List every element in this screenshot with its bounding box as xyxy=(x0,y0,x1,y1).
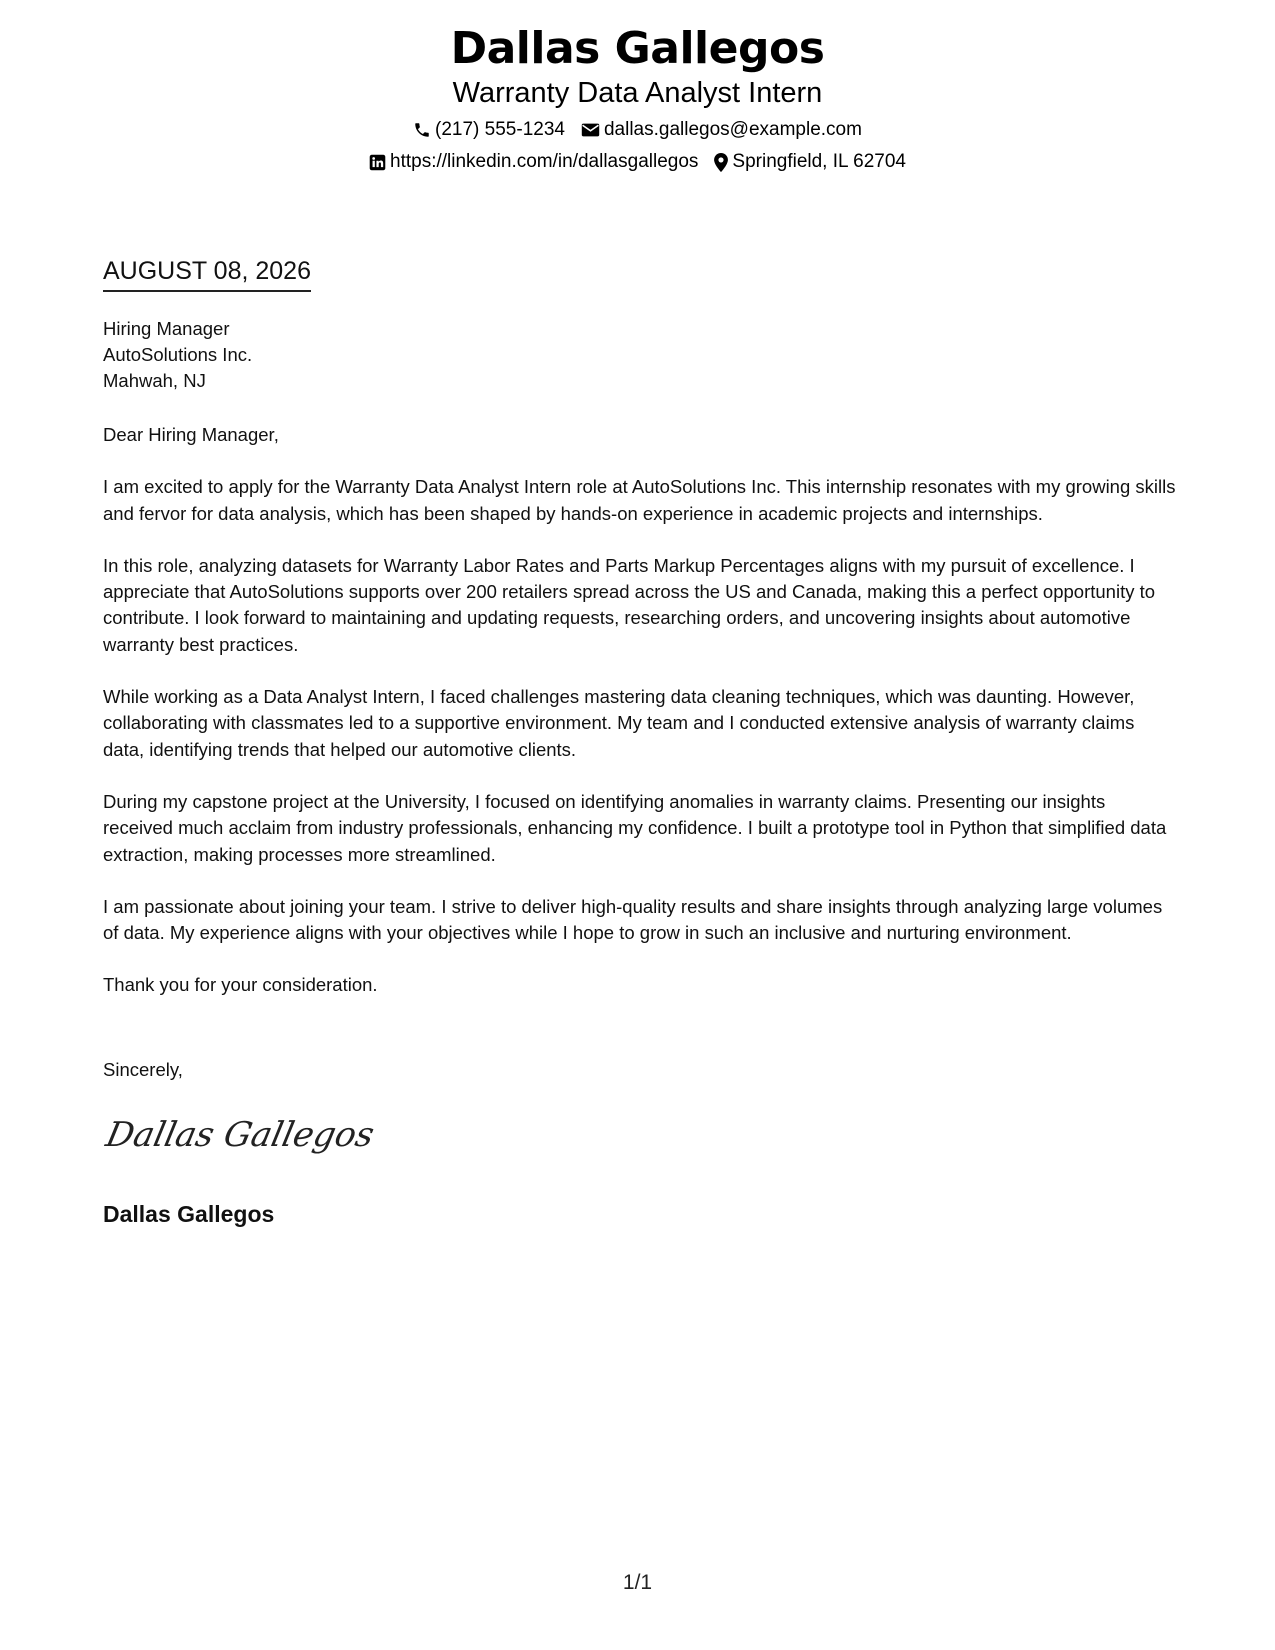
contact-row-1 xyxy=(0,118,1275,142)
recipient-address xyxy=(103,316,252,394)
paragraph: I am excited to apply for the Warranty Data Analyst Intern role at AutoSolutions Inc. This internship resonates with my growing skills and fervor for data analysis, which has been shaped by hands-on experience in academic projects and internships. xyxy=(103,476,1176,524)
envelope-icon xyxy=(581,122,600,138)
paragraph: In this role, analyzing datasets for Warranty Labor Rates and Parts Markup Percentages aligns with my pursuit of excellence. I appreciate that AutoSolutions supports over 200 retailers spread across the US and Canada, making this a perfect opportunity to contribute. I look forward to maintaining and updating requests, researching orders, and uncovering insights about automotive warranty best practices. xyxy=(103,554,1156,655)
page-number: 1/1 xyxy=(622,1571,653,1594)
map-pin-icon xyxy=(714,153,728,172)
phone-text: (217) 555-1234 xyxy=(435,119,565,140)
phone-contact xyxy=(413,118,565,142)
linkedin-contact[interactable] xyxy=(369,150,698,174)
phone-icon xyxy=(413,121,431,139)
applicant-name: Dallas Gallegos xyxy=(450,23,825,74)
handwritten-signature xyxy=(102,1110,378,1167)
date-block xyxy=(103,256,311,292)
recipient-line-2: AutoSolutions Inc. xyxy=(103,344,253,365)
signature-text: Dallas Gallegos xyxy=(102,1115,378,1155)
contact-row-2 xyxy=(0,150,1275,174)
recipient-line-3: Mahwah, NJ xyxy=(103,370,206,391)
signature-image xyxy=(102,1110,378,1162)
paragraph: While working as a Data Analyst Intern, I faced challenges mastering data cleaning techniques, which was daunting. However, collaborating with classmates led to a supportive environment. My team and I conducted extensive analysis of warranty claims data, identifying trends that helped our automotive clients. xyxy=(103,686,1135,760)
signer-name: Dallas Gallegos xyxy=(103,1201,275,1227)
location-text: Springfield, IL 62704 xyxy=(732,151,906,172)
email-text: dallas.gallegos@example.com xyxy=(603,119,862,140)
paragraph: I am passionate about joining your team. I strive to deliver high-quality results and share insights through analyzing large volumes of data. My experience aligns with your objectives while I hope to grow in such an inclusive and nurturing environment. xyxy=(103,895,1163,944)
location-contact xyxy=(714,150,906,174)
letter-header xyxy=(0,22,1275,174)
linkedin-text: https://linkedin.com/in/dallasgallegos xyxy=(390,151,699,172)
linkedin-icon xyxy=(369,154,386,171)
paragraph: Thank you for your consideration. xyxy=(103,974,378,996)
recipient-line-1: Hiring Manager xyxy=(103,318,230,339)
email-contact[interactable] xyxy=(581,118,862,142)
paragraph: During my capstone project at the University, I focused on identifying anomalies in warranty claims. Presenting our insights received much acclaim from industry professionals, enhancing my confidence. I built a prototype tool in Python that simplified data extraction, making processes more streamlined. xyxy=(103,790,1167,865)
letter-date: AUGUST 08, 2026 xyxy=(103,256,311,292)
salutation: Dear Hiring Manager, xyxy=(103,424,279,445)
job-title: Warranty Data Analyst Intern xyxy=(452,77,823,109)
closing: Sincerely, xyxy=(103,1059,183,1080)
letter-body xyxy=(103,422,1178,1025)
